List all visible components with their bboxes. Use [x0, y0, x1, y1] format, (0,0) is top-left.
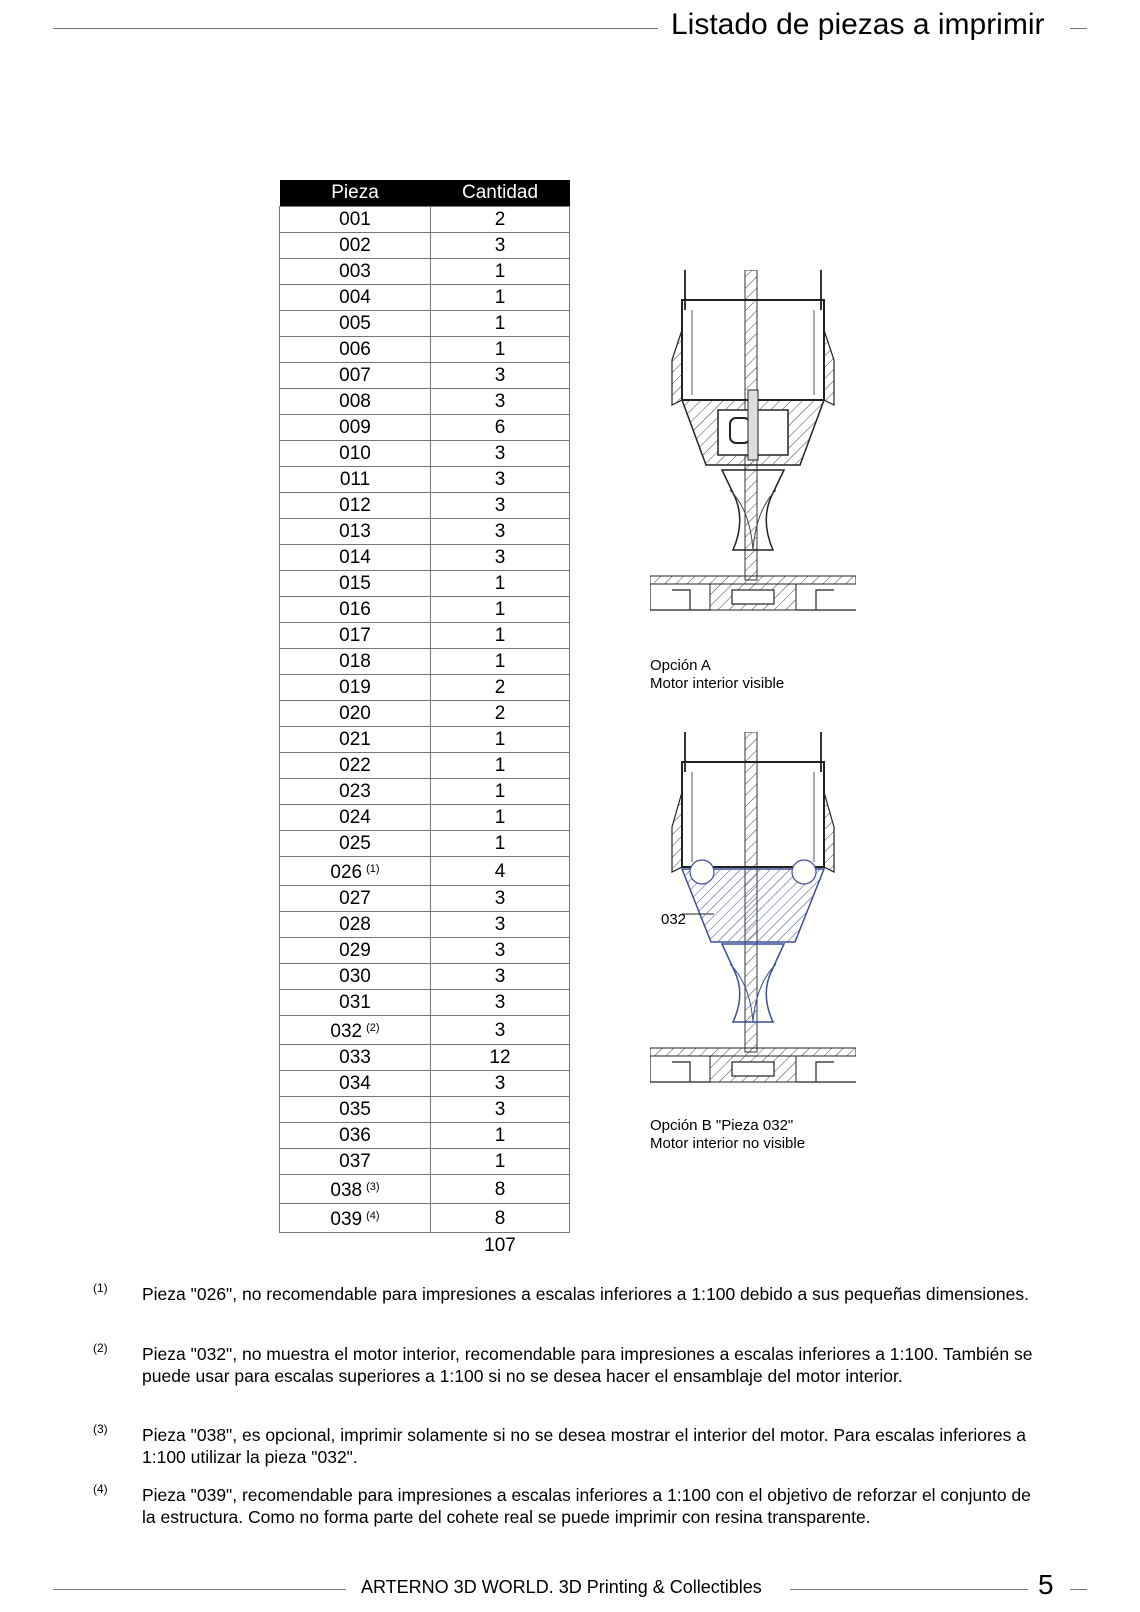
- table-row: [280, 1204, 570, 1233]
- cell-cantidad: 3: [431, 363, 570, 389]
- table-row: [280, 571, 570, 597]
- table-row: [280, 1016, 570, 1045]
- pieza-number: 018: [339, 651, 371, 672]
- page-number: 5: [1038, 1569, 1054, 1600]
- footnote-mark: (1): [93, 1281, 108, 1295]
- footnote-reference: (4): [366, 1210, 380, 1222]
- cell-pieza: [280, 1045, 431, 1071]
- cell-cantidad: 6: [431, 415, 570, 441]
- pieza-number: 021: [339, 729, 371, 750]
- pieza-number: 022: [339, 755, 371, 776]
- cell-cantidad: 3: [431, 886, 570, 912]
- cell-cantidad: 3: [431, 467, 570, 493]
- pieza-number: 016: [339, 599, 371, 620]
- cell-pieza: [280, 675, 431, 701]
- footnote-reference: (1): [366, 863, 380, 875]
- table-row: [280, 1175, 570, 1204]
- cell-cantidad: 12: [431, 1045, 570, 1071]
- table-row: [280, 990, 570, 1016]
- table-row: [280, 389, 570, 415]
- option-b-caption-line1: Opción B "Pieza 032": [650, 1117, 794, 1134]
- cell-cantidad: 3: [431, 441, 570, 467]
- pieza-number: 038: [330, 1180, 363, 1201]
- cell-pieza: [280, 467, 431, 493]
- pieza-number: 017: [339, 625, 371, 646]
- cell-cantidad: 1: [431, 831, 570, 857]
- cell-pieza: [280, 857, 431, 886]
- footnote-text: Pieza "032", no muestra el motor interior, recomendable para impresiones a escalas inferiores a 1:100. También se puede usar para escalas superiores a 1:100 si no se desea hacer el ensamblaje del motor interior.: [142, 1344, 1033, 1386]
- footer-rule-middle: [790, 1589, 1028, 1590]
- pieza-number: 009: [339, 417, 371, 438]
- pieza-number: 004: [339, 287, 371, 308]
- cell-pieza: [280, 1016, 431, 1045]
- footnote-4: [90, 1484, 1040, 1528]
- pieza-number: 015: [339, 573, 371, 594]
- cell-cantidad: 3: [431, 964, 570, 990]
- cell-cantidad: 1: [431, 259, 570, 285]
- pieza-number: 036: [339, 1125, 371, 1146]
- cell-pieza: [280, 1097, 431, 1123]
- cell-cantidad: 2: [431, 207, 570, 233]
- cell-pieza: [280, 415, 431, 441]
- table-row: [280, 623, 570, 649]
- cell-cantidad: 1: [431, 597, 570, 623]
- table-row: [280, 467, 570, 493]
- cell-pieza: [280, 233, 431, 259]
- pieza-number: 028: [339, 914, 371, 935]
- table-row: [280, 779, 570, 805]
- table-row: [280, 1149, 570, 1175]
- pieza-number: 019: [339, 677, 371, 698]
- footnote-text: Pieza "039", recomendable para impresiones a escalas inferiores a 1:100 con el objetivo de reforzar el conjunto de la estructura. Como no forma parte del cohete real se puede imprimir con resina transparente.: [142, 1485, 1031, 1527]
- pieza-number: 001: [339, 209, 371, 230]
- table-total-row: [280, 1233, 570, 1259]
- header-rule-left: [53, 28, 658, 29]
- cell-cantidad: 1: [431, 1149, 570, 1175]
- pieza-number: 007: [339, 365, 371, 386]
- pieza-number: 029: [339, 940, 371, 961]
- cell-cantidad: 2: [431, 675, 570, 701]
- table-row: [280, 311, 570, 337]
- cell-pieza: [280, 831, 431, 857]
- cell-cantidad: 3: [431, 233, 570, 259]
- pieza-number: 039: [330, 1209, 363, 1230]
- cell-cantidad: 3: [431, 912, 570, 938]
- footnote-text: Pieza "026", no recomendable para impresiones a escalas inferiores a 1:100 debido a sus pequeñas dimensiones.: [142, 1284, 1030, 1304]
- cell-pieza: [280, 207, 431, 233]
- table-header-row: [280, 180, 570, 207]
- pieza-number: 026: [330, 862, 363, 883]
- footnote-3: [90, 1424, 1040, 1468]
- table-row: [280, 753, 570, 779]
- pieza-number: 032: [330, 1021, 363, 1042]
- cell-pieza: [280, 886, 431, 912]
- parts-table-body: [280, 207, 570, 1259]
- table-row: [280, 1045, 570, 1071]
- cell-pieza: [280, 311, 431, 337]
- pieza-number: 006: [339, 339, 371, 360]
- table-row: [280, 1097, 570, 1123]
- footer-rule-left: [53, 1589, 346, 1590]
- cell-pieza: [280, 649, 431, 675]
- pieza-number: 027: [339, 888, 371, 909]
- cell-pieza: [280, 571, 431, 597]
- pieza-number: 008: [339, 391, 371, 412]
- pieza-number: 005: [339, 313, 371, 334]
- pieza-number: 031: [339, 992, 371, 1013]
- cell-cantidad: 1: [431, 753, 570, 779]
- header-rule-right: [1070, 28, 1087, 29]
- cell-pieza: [280, 964, 431, 990]
- pieza-number: 003: [339, 261, 371, 282]
- cell-pieza: [280, 1175, 431, 1204]
- footnote-1: [90, 1283, 1040, 1305]
- table-row: [280, 727, 570, 753]
- table-row: [280, 545, 570, 571]
- option-a-caption: [650, 657, 784, 693]
- table-row: [280, 675, 570, 701]
- footnote-text: Pieza "038", es opcional, imprimir solamente si no se desea mostrar el interior del motor. Para escalas inferiores a 1:100 utilizar la pieza "032".: [142, 1425, 1026, 1467]
- cell-cantidad: 8: [431, 1204, 570, 1233]
- cell-pieza: [280, 1204, 431, 1233]
- pieza-number: 035: [339, 1099, 371, 1120]
- cell-cantidad: 1: [431, 285, 570, 311]
- cell-cantidad: 1: [431, 571, 570, 597]
- table-row: [280, 912, 570, 938]
- footnote-reference: (2): [366, 1022, 380, 1034]
- cell-cantidad: 1: [431, 337, 570, 363]
- cell-pieza: [280, 519, 431, 545]
- cell-pieza: [280, 1149, 431, 1175]
- cell-cantidad: 3: [431, 1071, 570, 1097]
- footnote-mark: (3): [93, 1422, 108, 1436]
- table-row: [280, 493, 570, 519]
- cell-pieza: [280, 389, 431, 415]
- pieza-number: 037: [339, 1151, 371, 1172]
- pieza-number: 024: [339, 807, 371, 828]
- pieza-number: 033: [339, 1047, 371, 1068]
- table-row: [280, 337, 570, 363]
- footnote-mark: (2): [93, 1341, 108, 1355]
- table-row: [280, 886, 570, 912]
- pieza-number: 020: [339, 703, 371, 724]
- pieza-number: 014: [339, 547, 371, 568]
- cell-pieza: [280, 727, 431, 753]
- engine-diagram-option-a: [650, 270, 856, 635]
- cell-pieza: [280, 441, 431, 467]
- cell-cantidad: 3: [431, 519, 570, 545]
- pieza-number: 002: [339, 235, 371, 256]
- cell-pieza: [280, 912, 431, 938]
- cell-cantidad: 1: [431, 649, 570, 675]
- option-a-caption-line1: Opción A: [650, 657, 711, 674]
- table-row: [280, 831, 570, 857]
- cell-cantidad: 1: [431, 779, 570, 805]
- cell-cantidad: 2: [431, 701, 570, 727]
- pieza-number: 030: [339, 966, 371, 987]
- page-title: Listado de piezas a imprimir: [671, 8, 1045, 41]
- cell-pieza: [280, 493, 431, 519]
- cell-cantidad: 3: [431, 1097, 570, 1123]
- table-row: [280, 938, 570, 964]
- cell-pieza: [280, 701, 431, 727]
- pieza-number: 025: [339, 833, 371, 854]
- total-spacer: [280, 1233, 431, 1259]
- cell-pieza: [280, 805, 431, 831]
- cell-cantidad: 3: [431, 389, 570, 415]
- option-a-caption-line2: Motor interior visible: [650, 675, 785, 692]
- table-row: [280, 363, 570, 389]
- cell-pieza: [280, 545, 431, 571]
- option-b-caption-line2: Motor interior no visible: [650, 1135, 806, 1152]
- cell-pieza: [280, 623, 431, 649]
- pieza-number: 013: [339, 521, 371, 542]
- column-header-pieza: Pieza: [280, 180, 431, 207]
- cell-pieza: [280, 363, 431, 389]
- footnote-mark: (4): [93, 1482, 108, 1496]
- table-row: [280, 285, 570, 311]
- table-row: [280, 233, 570, 259]
- footer-rule-right: [1070, 1589, 1087, 1590]
- cell-pieza: [280, 337, 431, 363]
- cell-pieza: [280, 597, 431, 623]
- cell-pieza: [280, 259, 431, 285]
- cell-cantidad: 1: [431, 727, 570, 753]
- column-header-cantidad: Cantidad: [431, 180, 570, 207]
- table-row: [280, 441, 570, 467]
- pieza-number: 012: [339, 495, 371, 516]
- cell-pieza: [280, 285, 431, 311]
- table-row: [280, 1071, 570, 1097]
- pieza-number: 034: [339, 1073, 371, 1094]
- cell-cantidad: 4: [431, 857, 570, 886]
- footnote-2: [90, 1343, 1040, 1387]
- cell-cantidad: 1: [431, 623, 570, 649]
- pieza-number: 010: [339, 443, 371, 464]
- total-cantidad: 107: [484, 1235, 516, 1256]
- cell-cantidad: 1: [431, 1123, 570, 1149]
- part-label-032: 032: [661, 911, 687, 928]
- cell-cantidad: 3: [431, 938, 570, 964]
- cell-pieza: [280, 990, 431, 1016]
- cell-cantidad: 1: [431, 805, 570, 831]
- cell-pieza: [280, 938, 431, 964]
- table-row: [280, 649, 570, 675]
- cell-pieza: [280, 1123, 431, 1149]
- table-row: [280, 805, 570, 831]
- table-row: [280, 701, 570, 727]
- table-row: [280, 415, 570, 441]
- table-row: [280, 964, 570, 990]
- parts-table: [279, 180, 570, 1258]
- cell-pieza: [280, 1071, 431, 1097]
- pieza-number: 023: [339, 781, 371, 802]
- cell-cantidad: 3: [431, 1016, 570, 1045]
- cell-cantidad: 3: [431, 493, 570, 519]
- cell-cantidad: 8: [431, 1175, 570, 1204]
- footnote-reference: (3): [366, 1181, 380, 1193]
- table-row: [280, 857, 570, 886]
- cell-pieza: [280, 753, 431, 779]
- footer-text: ARTERNO 3D WORLD. 3D Printing & Collectibles: [361, 1577, 762, 1597]
- option-b-caption: [650, 1117, 805, 1153]
- table-row: [280, 519, 570, 545]
- table-row: [280, 259, 570, 285]
- cell-cantidad: 1: [431, 311, 570, 337]
- pieza-number: 011: [339, 469, 371, 490]
- cell-cantidad: 3: [431, 545, 570, 571]
- cell-cantidad: 3: [431, 990, 570, 1016]
- table-row: [280, 597, 570, 623]
- cell-pieza: [280, 779, 431, 805]
- table-row: [280, 207, 570, 233]
- table-row: [280, 1123, 570, 1149]
